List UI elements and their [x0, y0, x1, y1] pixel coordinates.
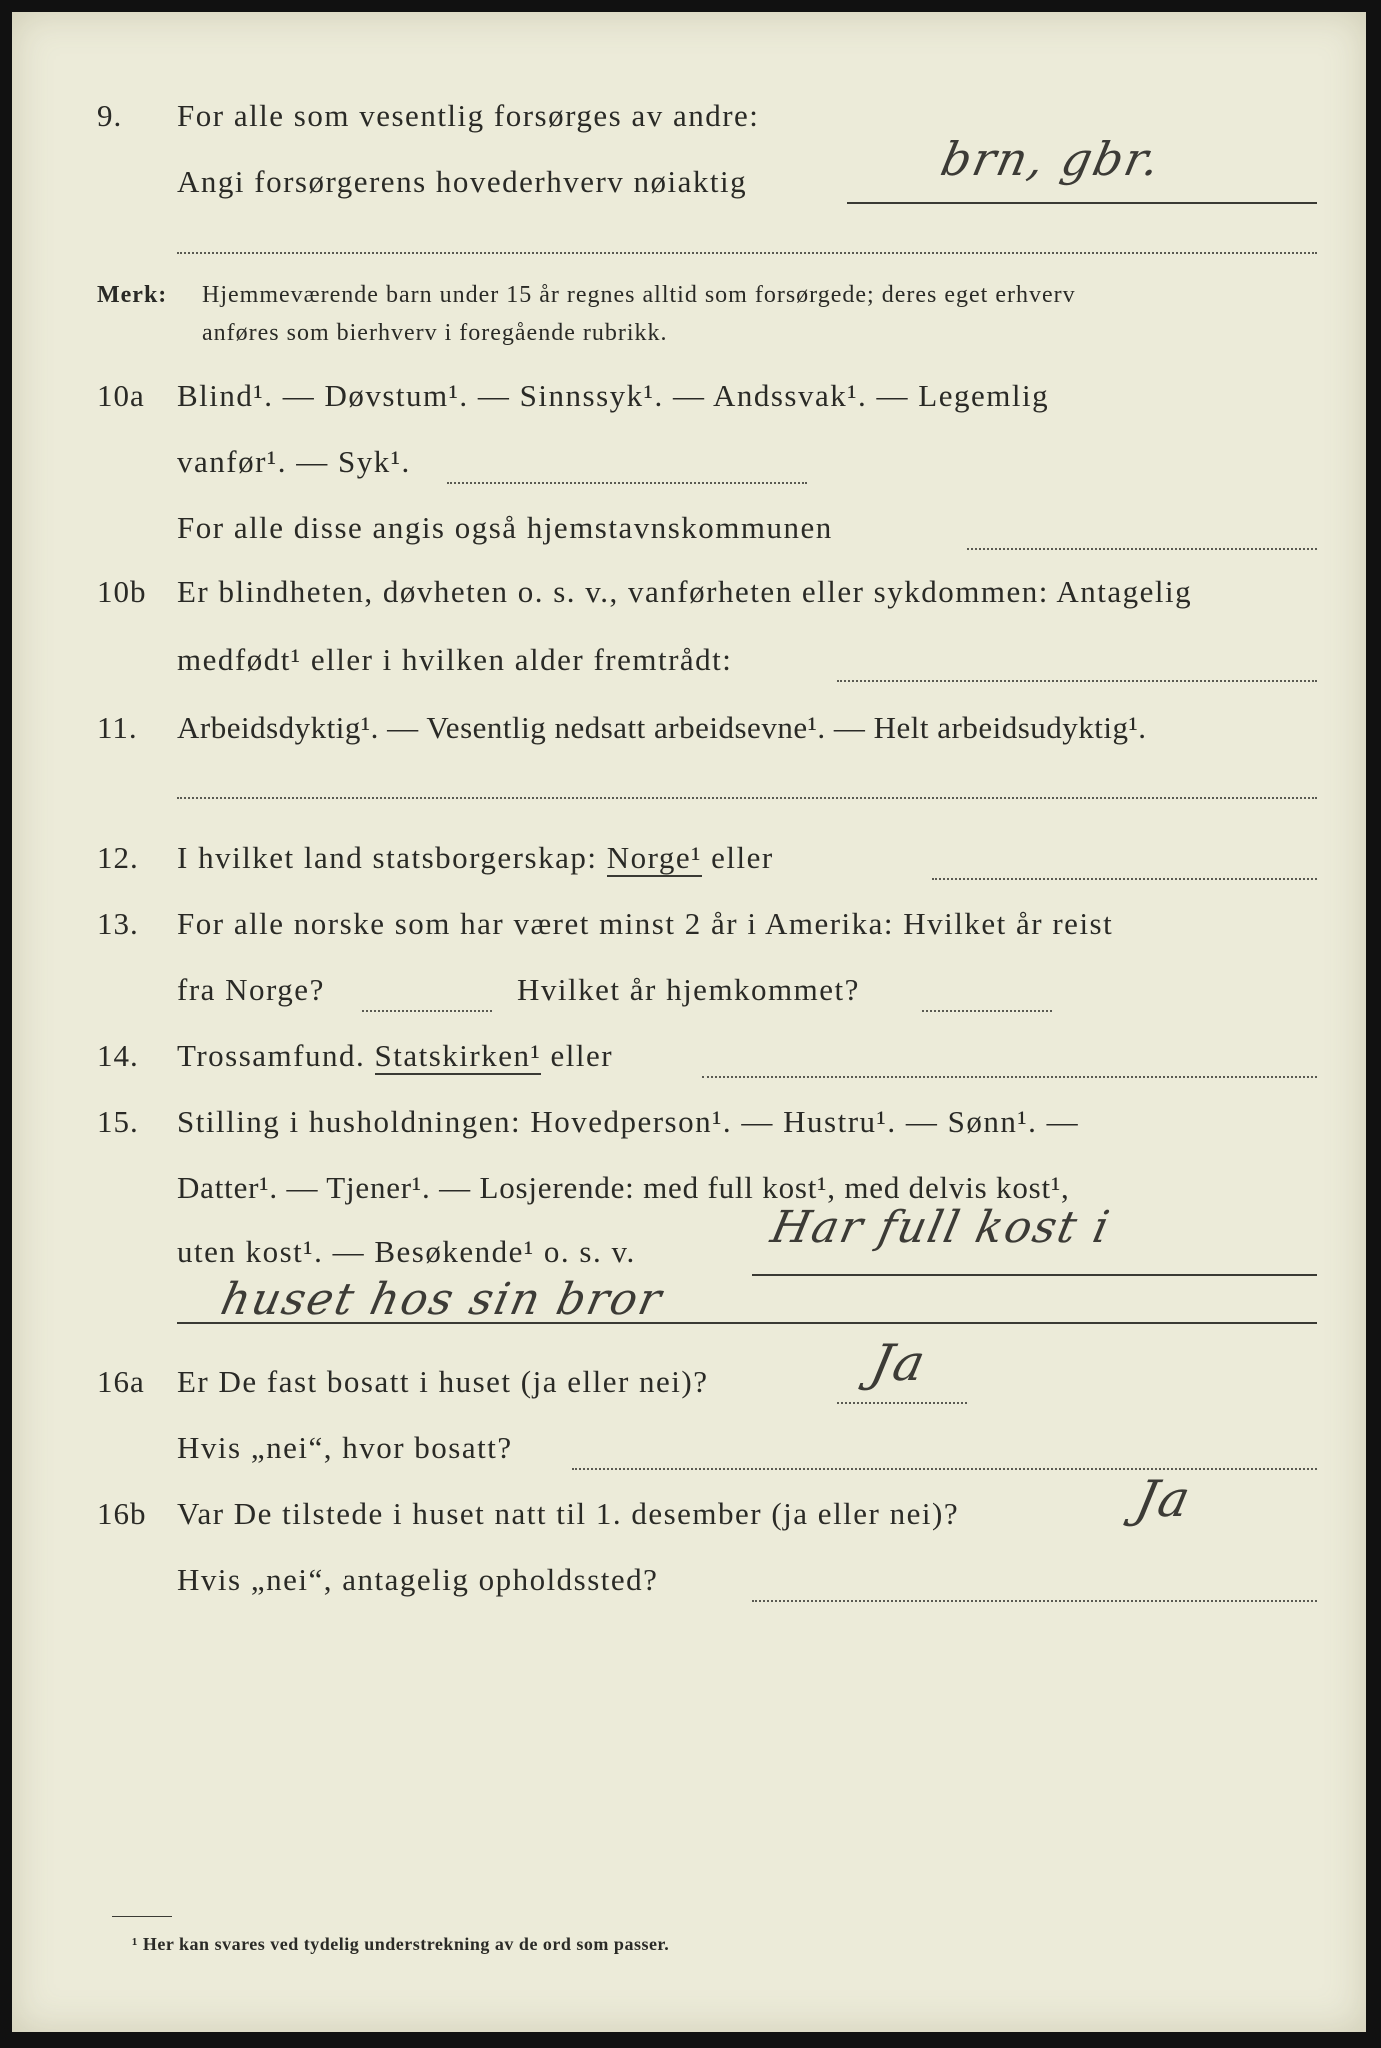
q12-question-text: I hvilket land statsborgerskap: [177, 840, 598, 875]
q10b-row-2 [12, 642, 1366, 692]
q10b-answer-line [837, 680, 1317, 682]
footnote-row [12, 1934, 1366, 1964]
q12-number: 12. [97, 840, 139, 875]
q14-number: 14. [97, 1038, 139, 1073]
footnote-text: ¹ Her kan svares ved tydelig understrekning av de ord som passer. [132, 1934, 670, 1954]
q12-question-suffix: eller [711, 840, 774, 875]
q13-question-line2a: fra Norge? [177, 972, 325, 1007]
q15-question-line2: Datter¹. — Tjener¹. — Losjerende: med full kost¹, med delvis kost¹, [177, 1170, 1070, 1205]
merk-label: Merk: [97, 282, 168, 308]
q14-question-suffix: eller [550, 1038, 614, 1073]
q16b-number: 16b [97, 1496, 147, 1531]
q9-question-line2: Angi forsørgerens hovederhverv nøiaktig [177, 164, 748, 199]
q13-row-1 [12, 906, 1366, 956]
merk-row-1 [12, 282, 1366, 318]
q11-answer-line [177, 797, 1317, 799]
q11-question: Arbeidsdyktig¹. — Vesentlig nedsatt arbeidsevne¹. — Helt arbeidsudyktig¹. [177, 710, 1147, 745]
q15-question-line3: uten kost¹. — Besøkende¹ o. s. v. [177, 1234, 636, 1269]
q15-answer-handwritten-2: huset hos sin bror [216, 1274, 668, 1325]
q13-row-2 [12, 972, 1366, 1022]
q16b-question: Var De tilstede i huset natt til 1. desember (ja eller nei)? [177, 1496, 960, 1531]
q9-row-2 [12, 164, 1366, 214]
q10a-kommune-line [967, 548, 1317, 550]
q13-reist-line [362, 1010, 492, 1012]
q16a-number: 16a [97, 1364, 145, 1399]
q13-question-line2b: Hvilket år hjemkommet? [517, 972, 860, 1007]
q15-answer-line-1 [752, 1274, 1317, 1276]
q9-number: 9. [97, 98, 123, 133]
q16a-question-line2: Hvis „nei“, hvor bosatt? [177, 1430, 513, 1465]
merk-text-line2: anføres som bierhverv i foregående rubrikk. [202, 320, 668, 346]
q10b-row-1 [12, 574, 1366, 624]
q16b-answer-handwritten: Ja [1130, 1470, 1198, 1528]
q16b-row-2 [12, 1562, 1366, 1612]
q16b-question-line2: Hvis „nei“, antagelig opholdssted? [177, 1562, 659, 1597]
q12-answer-line [932, 878, 1317, 880]
q14-answer-line [702, 1076, 1317, 1078]
q14-row [12, 1038, 1366, 1088]
q10a-row-1 [12, 378, 1366, 428]
q9-answer-handwritten: brn, gbr. [936, 132, 1167, 186]
q11-number: 11. [97, 710, 138, 745]
q16a-row-1 [12, 1364, 1366, 1414]
merk-row-2 [12, 320, 1366, 356]
merk-text: Hjemmeværende barn under 15 år regnes alltid som forsørgede; deres eget erhverv [202, 282, 1076, 308]
q16a-answer-line [837, 1402, 967, 1404]
q10b-question: Er blindheten, døvheten o. s. v., vanførheten eller sykdommen: Antagelig [177, 574, 1193, 609]
q10a-question: Blind¹. — Døvstum¹. — Sinnssyk¹. — Andssvak¹. — Legemlig [177, 378, 1050, 413]
q10a-number: 10a [97, 378, 145, 413]
q9-answer-line [847, 202, 1317, 204]
q14-question [177, 1038, 613, 1074]
q13-question: For alle norske som har været minst 2 år i Amerika: Hvilket år reist [177, 906, 1114, 941]
q10a-row-3 [12, 510, 1366, 560]
q9-extra-line [177, 252, 1317, 254]
q15-row-3 [12, 1234, 1366, 1284]
census-form-page [12, 12, 1366, 2032]
q12-underlined-answer: Norge¹ [606, 840, 702, 875]
q15-row-1 [12, 1104, 1366, 1154]
q16a-bosatt-line [572, 1468, 1317, 1470]
q16a-answer-handwritten: Ja [865, 1334, 933, 1392]
q10b-number: 10b [97, 574, 147, 609]
q10b-question-line2: medfødt¹ eller i hvilken alder fremtrådt: [177, 642, 733, 677]
q16a-question: Er De fast bosatt i huset (ja eller nei)? [177, 1364, 709, 1399]
q14-underlined-answer: Statskirken¹ [374, 1038, 542, 1073]
q15-answer-line-2 [177, 1322, 1317, 1324]
q15-question: Stilling i husholdningen: Hovedperson¹. — Hustru¹. — Sønn¹. — [177, 1104, 1080, 1139]
footnote-rule [112, 1916, 172, 1917]
q16b-opholdssted-line [752, 1600, 1317, 1602]
q11-row [12, 710, 1366, 760]
q15-number: 15. [97, 1104, 139, 1139]
q13-hjemkommet-line [922, 1010, 1052, 1012]
q14-question-text: Trossamfund. [177, 1038, 366, 1073]
q9-question: For alle som vesentlig forsørges av andre: [177, 98, 760, 133]
q12-question [177, 840, 774, 876]
q15-answer-handwritten-1: Har full kost i [766, 1202, 1116, 1253]
q10a-syk-line [447, 482, 807, 484]
q12-row [12, 840, 1366, 890]
q10a-question-line2: vanfør¹. — Syk¹. [177, 444, 411, 479]
q10a-question-line3: For alle disse angis også hjemstavnskommunen [177, 510, 833, 545]
q13-number: 13. [97, 906, 139, 941]
q15-row-2 [12, 1170, 1366, 1220]
q10a-row-2 [12, 444, 1366, 494]
